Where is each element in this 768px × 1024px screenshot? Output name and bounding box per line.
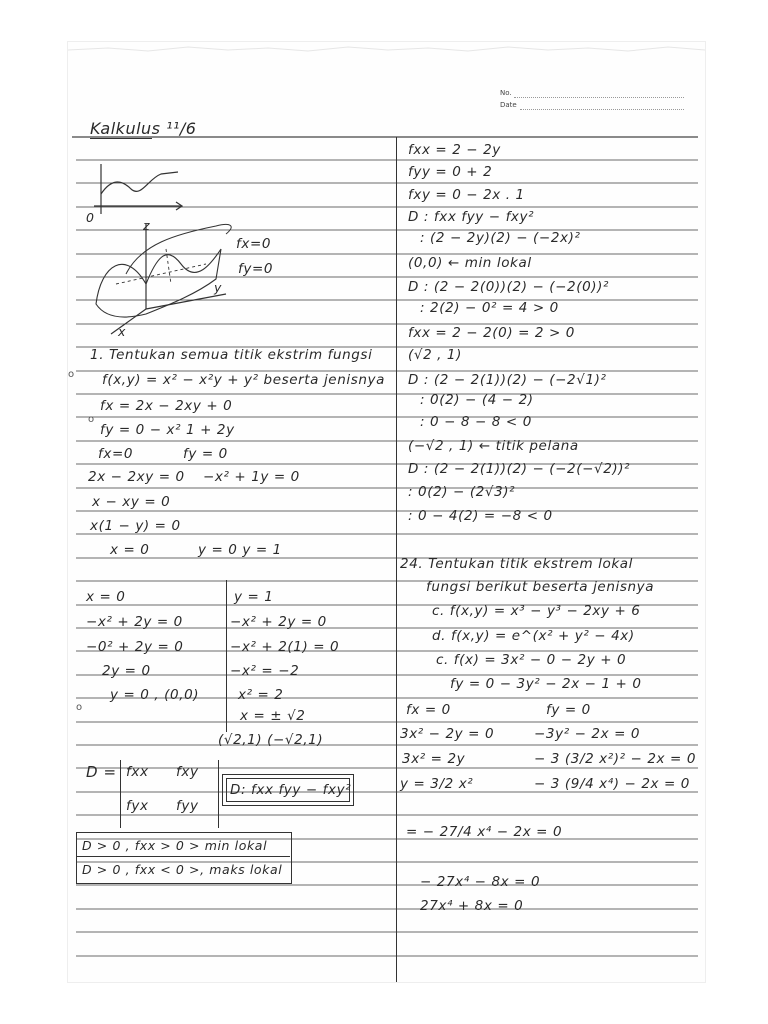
case2-line: −x² = −2 [230, 663, 300, 679]
right-line-s4b: − 3 (9/4 x⁴) − 2x = 0 [534, 776, 690, 792]
right-line-s3a: 3x² = 2y [402, 751, 466, 767]
case2-line: (√2,1) (−√2,1) [218, 732, 324, 748]
right-line-r11: D : (2 − 2(1))(2) − (−2√1)² [408, 372, 607, 388]
right-line-r16: : 0(2) − (2√3)² [408, 484, 516, 500]
case2-line: x = ± √2 [240, 708, 306, 724]
case1-line: y = 0 , (0,0) [110, 687, 200, 703]
left-line-3b: fy = 0 [183, 446, 228, 462]
left-line-7b: y = 0 y = 1 [198, 542, 282, 558]
right-line-s3b: − 3 (3/2 x²)² − 2x = 0 [534, 751, 697, 767]
rule-min-lokal: D > 0 , fxx > 0 > min lokal [82, 838, 268, 853]
matrix-bar-left [120, 760, 121, 828]
right-line-p24a: 24. Tentukan titik ekstrem lokal [400, 556, 633, 572]
right-line-s5: = − 27/4 x⁴ − 2x = 0 [406, 824, 563, 840]
right-line-r15: D : (2 − 2(1))(2) − (−2(−√2))² [408, 461, 631, 477]
left-line-4a: 2x − 2xy = 0 [88, 469, 185, 485]
right-line-r13: : 0 − 8 − 8 < 0 [420, 414, 532, 430]
margin-bullet: o [76, 702, 83, 713]
problem1-line1: 1. Tentukan semua titik ekstrim fungsi [90, 347, 373, 363]
right-line-r5: : (2 − 2y)(2) − (−2x)² [420, 230, 581, 246]
sketch-axis-z: z [143, 218, 151, 233]
matrix-fxy: fxy [176, 764, 199, 780]
no-label: No. [500, 89, 512, 97]
right-line-s1a: fx = 0 [406, 702, 451, 718]
date-field [520, 109, 684, 110]
sketch-label-fx: fx=0 [236, 236, 272, 252]
right-line-p24b: fungsi berikut beserta jenisnya [426, 579, 655, 595]
right-line-r10: (√2 , 1) [408, 347, 462, 363]
left-line-3a: fx=0 [98, 446, 134, 462]
matrix-bar-right [218, 760, 219, 828]
classification-divider [76, 856, 290, 857]
margin-bullet: o [68, 369, 75, 380]
sketch-axis-x: x [118, 324, 126, 339]
title-underline [90, 138, 152, 139]
sketch-label-fy: fy=0 [238, 261, 274, 277]
case2-line: y = 1 [234, 589, 274, 605]
right-line-r12: : 0(2) − (4 − 2) [420, 392, 534, 408]
sketch-origin: 0 [86, 210, 95, 225]
right-line-r2: fyy = 0 + 2 [408, 164, 493, 180]
right-line-s1b: fy = 0 [546, 702, 591, 718]
column-divider [396, 137, 397, 982]
right-line-s4a: y = 3/2 x² [400, 776, 474, 792]
page-title: Kalkulus ¹¹/6 [90, 119, 197, 138]
d-label: D = [86, 763, 117, 781]
right-line-p24c: c. f(x,y) = x³ − y³ − 2xy + 6 [432, 603, 641, 619]
sketch-axis-y: y [214, 280, 222, 295]
no-field [514, 97, 684, 98]
right-line-p24d: d. f(x,y) = e^(x² + y² − 4x) [432, 628, 635, 644]
right-line-r17: : 0 − 4(2) = −8 < 0 [408, 508, 553, 524]
rule-maks-lokal: D > 0 , fxx < 0 >, maks lokal [82, 862, 283, 877]
problem1-line2: f(x,y) = x² − x²y + y² beserta jenisnya [102, 372, 385, 388]
matrix-fyy: fyy [176, 798, 199, 814]
case1-line: −0² + 2y = 0 [86, 639, 184, 655]
case2-line: x² = 2 [238, 687, 284, 703]
right-line-r4: D : fxx fyy − fxy² [408, 209, 535, 225]
right-line-r1: fxx = 2 − 2y [408, 142, 501, 158]
right-line-s2a: 3x² − 2y = 0 [400, 726, 495, 742]
notebook-page [68, 42, 705, 982]
right-line-p24e: c. f(x) = 3x² − 0 − 2y + 0 [436, 652, 627, 668]
left-line-4b: −x² + 1y = 0 [203, 469, 300, 485]
right-line-r14: (−√2 , 1) ← titik pelana [408, 438, 579, 454]
left-line-2: fy = 0 − x² 1 + 2y [100, 422, 235, 438]
left-line-1: fx = 2x − 2xy + 0 [100, 398, 233, 414]
left-line-6: x(1 − y) = 0 [90, 518, 181, 534]
right-line-s6: − 27x⁴ − 8x = 0 [420, 874, 541, 890]
margin-bullet: o [88, 414, 95, 425]
case-divider [226, 580, 227, 732]
case2-line: −x² + 2y = 0 [230, 614, 327, 630]
left-line-7a: x = 0 [110, 542, 150, 558]
matrix-fxx: fxx [126, 764, 149, 780]
right-line-p24f: fy = 0 − 3y² − 2x − 1 + 0 [450, 676, 642, 692]
d-formula: D: fxx fyy − fxy² [230, 782, 352, 798]
left-line-5: x − xy = 0 [92, 494, 171, 510]
matrix-fyx: fyx [126, 798, 149, 814]
right-line-s2b: −3y² − 2x = 0 [534, 726, 641, 742]
case2-line: −x² + 2(1) = 0 [230, 639, 340, 655]
right-line-r6: (0,0) ← min lokal [408, 255, 532, 271]
right-line-r7: D : (2 − 2(0))(2) − (−2(0))² [408, 279, 610, 295]
right-line-r3: fxy = 0 − 2x . 1 [408, 187, 525, 203]
case1-line: −x² + 2y = 0 [86, 614, 183, 630]
case1-line: 2y = 0 [102, 663, 151, 679]
date-label: Date [500, 101, 517, 109]
right-line-r9: fxx = 2 − 2(0) = 2 > 0 [408, 325, 575, 341]
right-line-s7: 27x⁴ + 8x = 0 [420, 898, 524, 914]
case1-line: x = 0 [86, 589, 126, 605]
right-line-r8: : 2(2) − 0² = 4 > 0 [420, 300, 559, 316]
